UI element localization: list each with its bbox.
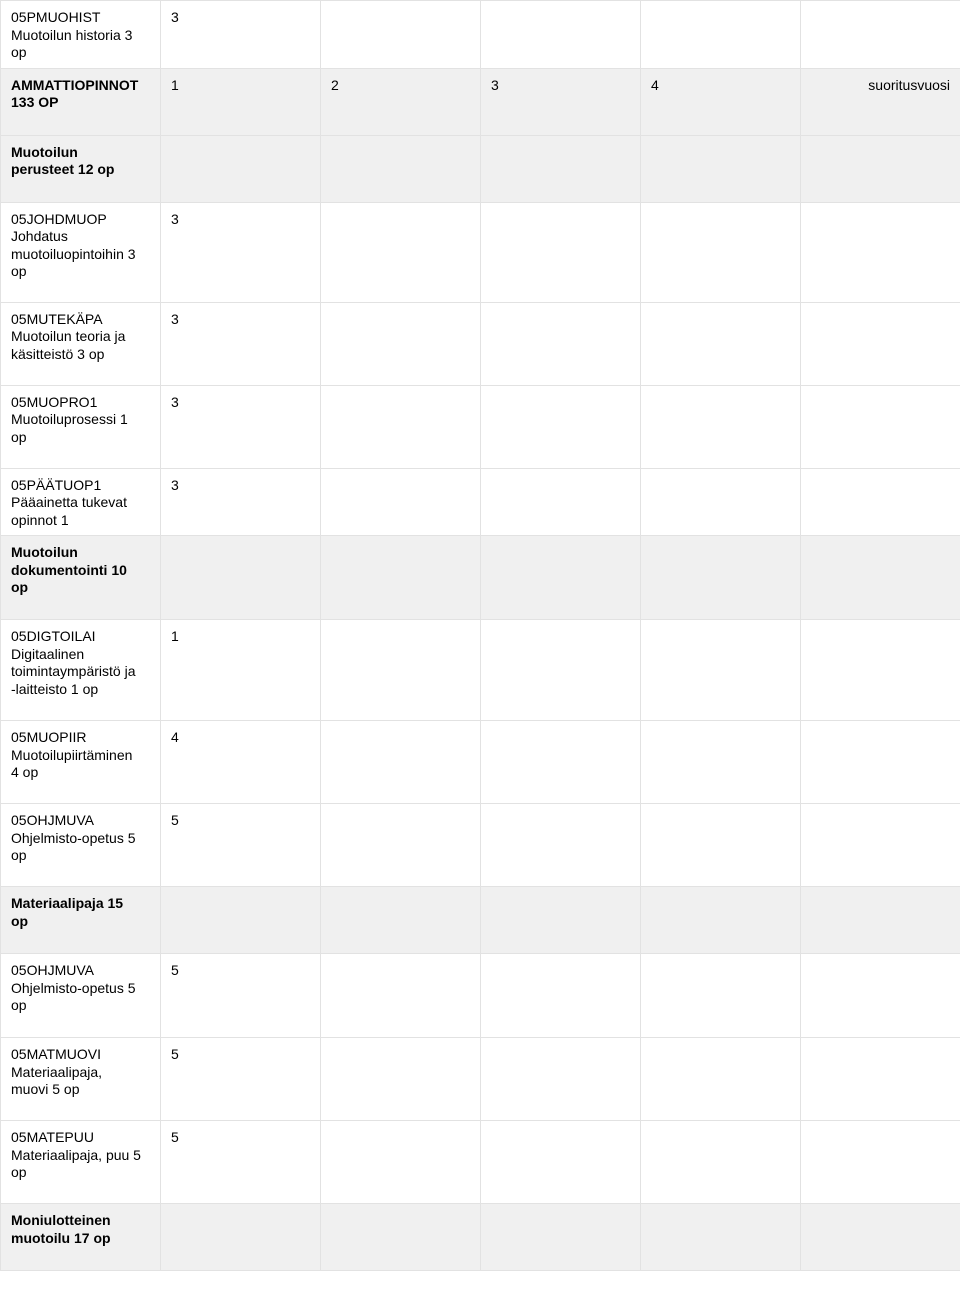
year-cell-1: [161, 804, 321, 887]
year-cell-4: [641, 804, 801, 887]
section-title-cell: [1, 536, 161, 620]
year-cell-4: [641, 721, 801, 804]
header-title-cell: [1, 68, 161, 135]
year-cell-3: [481, 302, 641, 385]
cell-text: 05OHJMUVA Ohjelmisto-opetus 5 op: [11, 812, 136, 863]
course-row: [1, 1038, 960, 1121]
year-cell-3: [481, 468, 641, 536]
year-cell-3: [481, 1121, 641, 1204]
year-cell-5: [801, 804, 960, 887]
year-cell-3: [481, 954, 641, 1038]
year-cell-3: [481, 804, 641, 887]
cell-text: 3: [171, 393, 179, 410]
year-cell-2: [321, 620, 481, 721]
year-cell-5: [801, 721, 960, 804]
cell-text: 05DIGTOILAI Digitaalinen toimintaympäristö ja -laitteisto 1 op: [11, 628, 136, 697]
year-cell-4: [641, 620, 801, 721]
year-cell-5: [801, 1, 960, 69]
cell-text: 1: [171, 76, 179, 93]
year-cell-3: [481, 385, 641, 468]
year-cell-4: [641, 1121, 801, 1204]
course-name-cell: [1, 721, 161, 804]
cell-text: Muotoilun perusteet 12 op: [11, 143, 115, 177]
year-cell-1: [161, 302, 321, 385]
cell-text: 05MUOPRO1 Muotoiluprosessi 1 op: [11, 393, 128, 445]
year-cell-2: [321, 1038, 481, 1121]
cell-text: 3: [171, 9, 179, 25]
cell-text: 05OHJMUVA Ohjelmisto-opetus 5 op: [11, 962, 136, 1013]
course-row: [1, 620, 960, 721]
year-cell-1: [161, 135, 321, 202]
year-cell-2: [321, 954, 481, 1038]
course-name-cell: [1, 1038, 161, 1121]
year-header-cell-3: [481, 68, 641, 135]
cell-text: 2: [331, 76, 339, 93]
year-cell-1: [161, 887, 321, 954]
course-row: [1, 954, 960, 1038]
section-row: [1, 1204, 960, 1271]
course-row: [1, 804, 960, 887]
course-row: [1, 202, 960, 302]
year-cell-5: [801, 1121, 960, 1204]
course-row: [1, 385, 960, 468]
year-header-cell-4: [641, 68, 801, 135]
year-cell-5: [801, 135, 960, 202]
year-cell-2: [321, 804, 481, 887]
year-cell-4: [641, 1038, 801, 1121]
cell-text: 3: [171, 210, 179, 227]
year-header-cell-2: [321, 68, 481, 135]
year-cell-5: [801, 302, 960, 385]
year-cell-4: [641, 202, 801, 302]
cell-text: 05MATMUOVI Materiaalipaja, muovi 5 op: [11, 1046, 103, 1097]
cell-text: 5: [171, 1046, 179, 1062]
year-cell-5: [801, 1204, 960, 1271]
cell-text: Moniulotteinen muotoilu 17 op: [11, 1212, 111, 1246]
year-cell-1: [161, 536, 321, 620]
year-cell-1: [161, 721, 321, 804]
year-cell-4: [641, 1, 801, 69]
section-title-cell: [1, 135, 161, 202]
cell-text: 05MUOPIIR Muotoilupiirtäminen 4 op: [11, 729, 133, 780]
cell-text: 4: [171, 729, 179, 745]
section-title-cell: [1, 887, 161, 954]
cell-text: Materiaalipaja 15 op: [11, 895, 124, 929]
year-cell-2: [321, 202, 481, 302]
course-row: [1, 721, 960, 804]
cell-text: 4: [651, 76, 659, 93]
year-cell-5: [801, 536, 960, 620]
year-cell-4: [641, 135, 801, 202]
cell-text: 5: [171, 962, 179, 978]
year-cell-4: [641, 302, 801, 385]
year-cell-3: [481, 1204, 641, 1271]
year-cell-5: [801, 202, 960, 302]
year-cell-4: [641, 954, 801, 1038]
year-header-row: [1, 68, 960, 135]
cell-text: 5: [171, 812, 179, 828]
year-cell-2: [321, 1204, 481, 1271]
year-cell-3: [481, 620, 641, 721]
year-cell-3: [481, 536, 641, 620]
year-cell-5: [801, 954, 960, 1038]
cell-text: 05PMUOHIST Muotoilun historia 3 op: [11, 9, 133, 60]
cell-text: 05JOHDMUOP Johdatus muotoiluopintoihin 3 op: [11, 210, 136, 279]
year-cell-4: [641, 385, 801, 468]
year-cell-1: [161, 202, 321, 302]
year-cell-1: [161, 954, 321, 1038]
year-cell-4: [641, 468, 801, 536]
year-cell-3: [481, 887, 641, 954]
cell-text: 05MATEPUU Materiaalipaja, puu 5 op: [11, 1129, 141, 1180]
course-name-cell: [1, 620, 161, 721]
year-cell-5: [801, 620, 960, 721]
year-cell-2: [321, 536, 481, 620]
curriculum-table-body: [1, 1, 960, 1271]
year-header-cell-5: [801, 68, 960, 135]
cell-text: suoritusvuosi: [868, 76, 950, 93]
section-title-cell: [1, 1204, 161, 1271]
year-cell-5: [801, 385, 960, 468]
course-row: [1, 302, 960, 385]
cell-text: AMMATTIOPINNOT 133 OP: [11, 76, 139, 110]
cell-text: 3: [491, 76, 499, 93]
year-cell-2: [321, 302, 481, 385]
year-cell-4: [641, 887, 801, 954]
course-name-cell: [1, 1121, 161, 1204]
year-cell-5: [801, 887, 960, 954]
year-cell-1: [161, 1121, 321, 1204]
course-name-cell: [1, 954, 161, 1038]
year-cell-1: [161, 1038, 321, 1121]
year-cell-2: [321, 1121, 481, 1204]
year-cell-4: [641, 1204, 801, 1271]
course-name-cell: [1, 385, 161, 468]
cell-text: 3: [171, 310, 179, 327]
year-cell-5: [801, 468, 960, 536]
course-name-cell: [1, 804, 161, 887]
cell-text: 05MUTEKÄPA Muotoilun teoria ja käsitteistö 3 op: [11, 310, 126, 362]
course-name-cell: [1, 302, 161, 385]
year-cell-2: [321, 721, 481, 804]
year-cell-1: [161, 385, 321, 468]
year-cell-3: [481, 1038, 641, 1121]
year-cell-5: [801, 1038, 960, 1121]
year-cell-3: [481, 1, 641, 69]
year-cell-2: [321, 887, 481, 954]
year-cell-2: [321, 385, 481, 468]
year-cell-2: [321, 1, 481, 69]
year-cell-2: [321, 135, 481, 202]
section-row: [1, 536, 960, 620]
year-cell-1: [161, 468, 321, 536]
cell-text: 1: [171, 628, 179, 644]
course-row: [1, 468, 960, 536]
course-name-cell: [1, 1, 161, 69]
year-cell-2: [321, 468, 481, 536]
section-row: [1, 887, 960, 954]
course-row: [1, 1121, 960, 1204]
section-row: [1, 135, 960, 202]
cell-text: 05PÄÄTUOP1 Pääainetta tukevat opinnot 1: [11, 476, 127, 528]
year-cell-3: [481, 135, 641, 202]
course-name-cell: [1, 468, 161, 536]
cell-text: 5: [171, 1129, 179, 1145]
year-cell-1: [161, 1204, 321, 1271]
course-name-cell: [1, 202, 161, 302]
cell-text: 3: [171, 476, 179, 493]
year-cell-3: [481, 202, 641, 302]
year-header-cell-1: [161, 68, 321, 135]
page-bottom-margin: [0, 1271, 960, 1293]
course-row: [1, 1, 960, 69]
year-cell-1: [161, 620, 321, 721]
year-cell-3: [481, 721, 641, 804]
year-cell-1: [161, 1, 321, 69]
year-cell-4: [641, 536, 801, 620]
cell-text: Muotoilun dokumentointi 10 op: [11, 544, 127, 595]
